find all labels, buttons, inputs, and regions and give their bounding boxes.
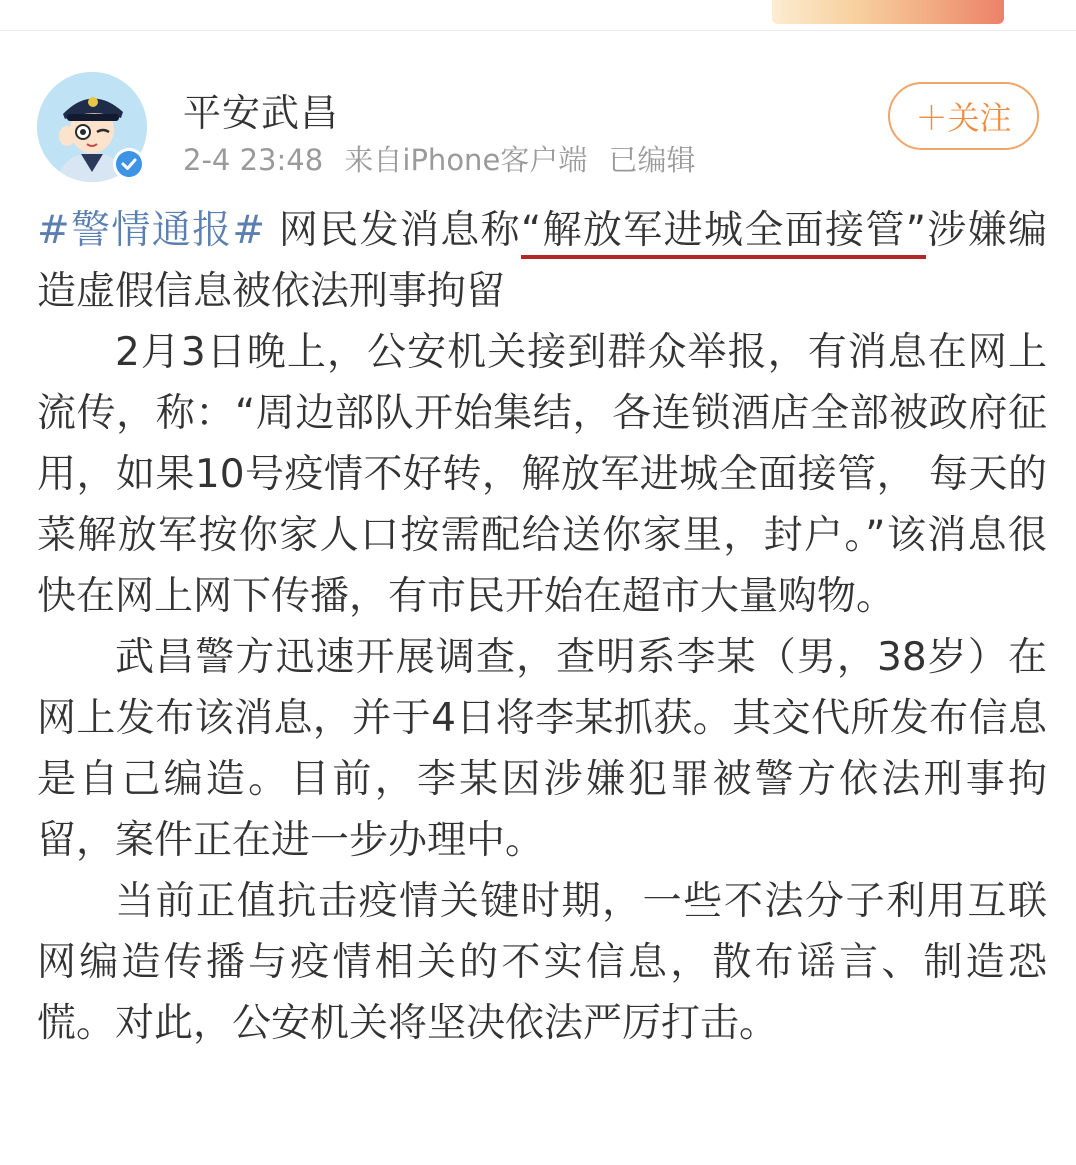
edited-label[interactable]: 已编辑 <box>608 143 696 177</box>
headline-paragraph <box>37 200 1047 322</box>
post-time: 2-4 23:48 <box>183 143 324 177</box>
headline-text-before: 网民发消息称 <box>265 208 521 253</box>
top-strip <box>0 0 1076 31</box>
headline-highlight: “解放军进城全面接管” <box>521 208 926 259</box>
top-banner-image[interactable] <box>772 0 1004 24</box>
body-paragraph-3: 当前正值抗击疫情关键时期，一些不法分子利用互联网编造传播与疫情相关的不实信息，散布谣言、制造恐慌。对此，公安机关将坚决依法严厉打击。 <box>37 879 1047 1046</box>
body-paragraph-1: 2月3日晚上，公安机关接到群众举报，有消息在网上流传，称：“周边部队开始集结，各连锁酒店全部被政府征用，如果10号疫情不好转，解放军进城全面接管， 每天的菜解放军按你家人口按需配给送你家里，封户。”该消息很快在网上网下传播，有市民开始在超市大量购物。 <box>37 330 1047 619</box>
body-paragraph-2: 武昌警方迅速开展调查，查明系李某（男，38岁）在网上发布该消息，并于4日将李某抓获。其交代所发布信息是自己编造。目前，李某因涉嫌犯罪被警方依法刑事拘留，案件正在进一步办理中。 <box>37 635 1047 863</box>
headline-text-after: 涉嫌编造虚假信息被依法刑事拘留 <box>37 208 1047 314</box>
post-header <box>0 30 1076 195</box>
post-source: 来自iPhone客户端 <box>344 143 588 177</box>
author-name[interactable]: 平安武昌 <box>183 91 340 135</box>
verified-badge-icon <box>113 148 145 180</box>
hashtag-link[interactable]: #警情通报# <box>37 208 266 253</box>
follow-button[interactable]: ＋关注 <box>888 82 1039 150</box>
post-meta <box>183 138 708 179</box>
post-body <box>37 200 1047 1054</box>
